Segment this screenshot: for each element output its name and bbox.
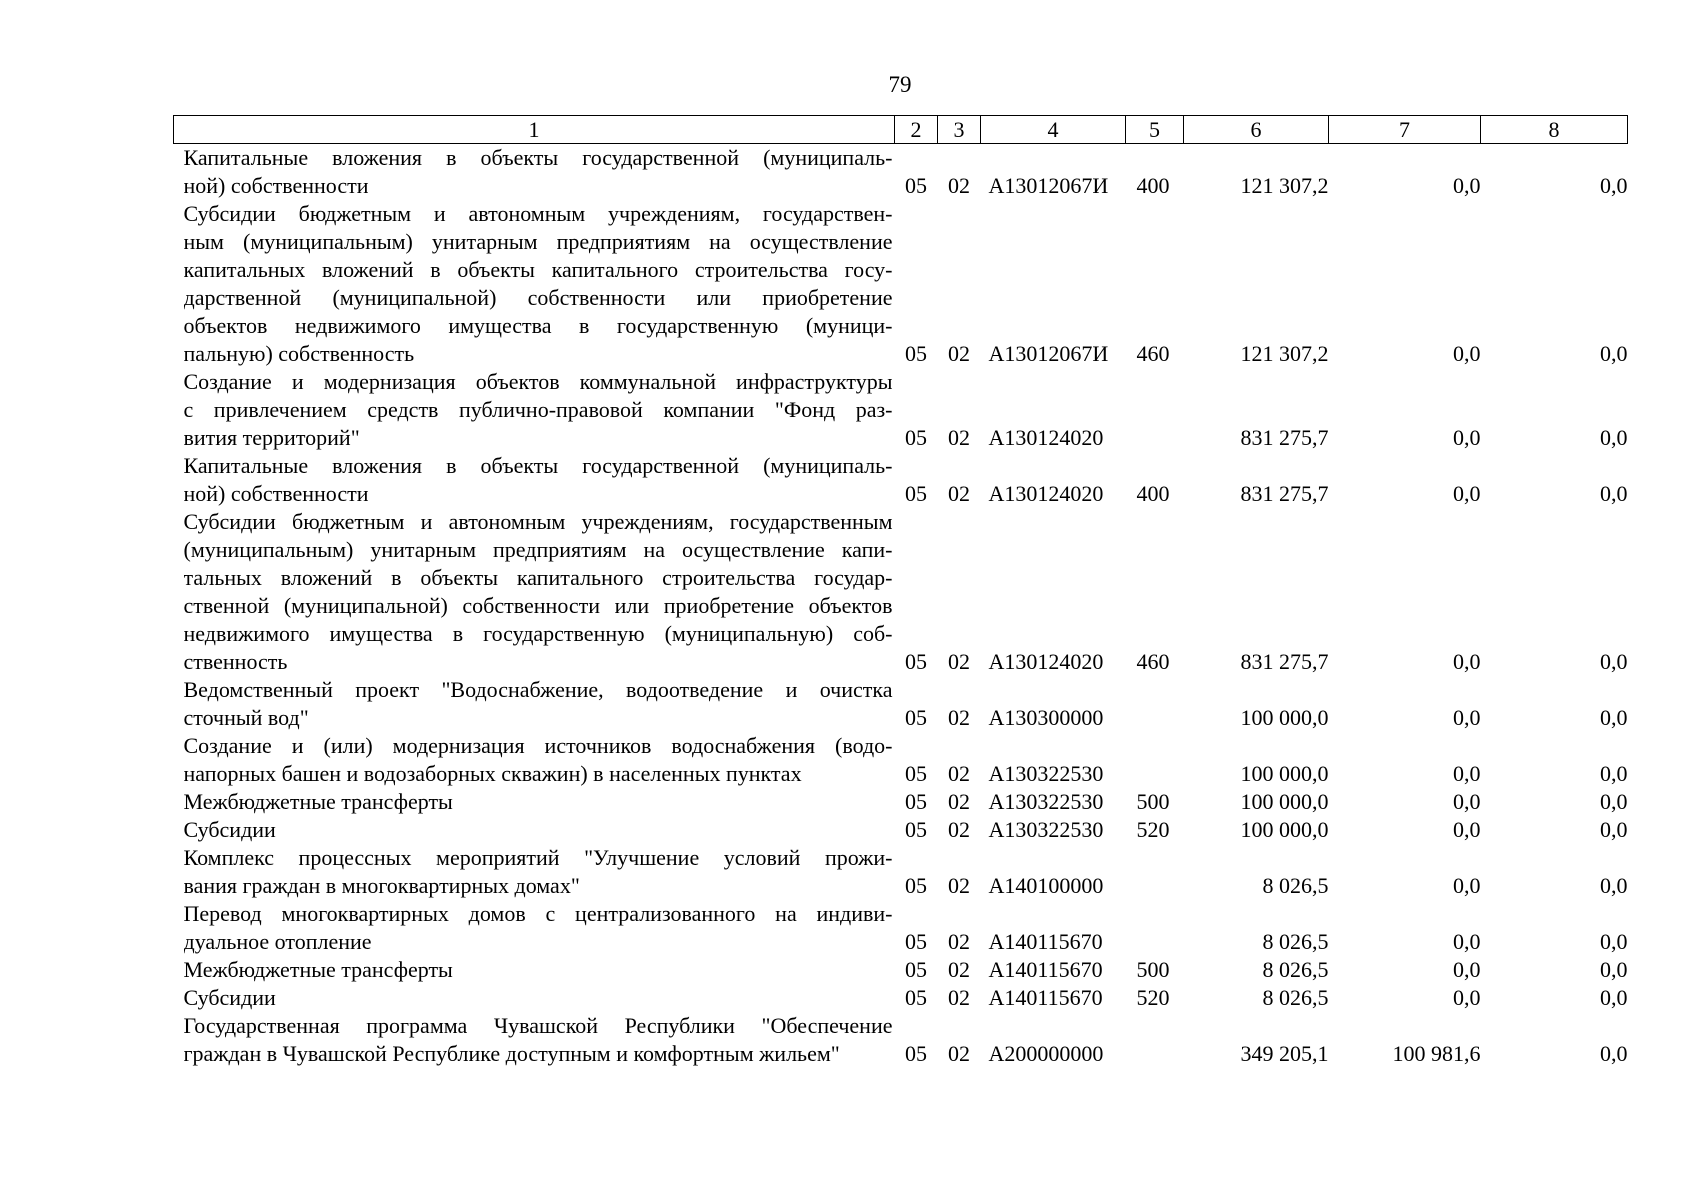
row-amount-year-3: 0,0 xyxy=(1600,817,1628,842)
description-line: объектов недвижимого имущества в государственную (муници- xyxy=(183,313,893,338)
row-description xyxy=(174,844,895,900)
row-section-code: 05 xyxy=(905,705,927,730)
description-line: ственность xyxy=(183,649,288,674)
row-section-code: 05 xyxy=(905,341,927,366)
description-line: пальную) собственность xyxy=(183,341,415,366)
row-section-code: 05 xyxy=(905,985,927,1010)
header-col-5: 5 xyxy=(1126,116,1184,144)
row-subsection-code: 02 xyxy=(948,173,970,198)
row-target-article: А13012067И xyxy=(988,173,1109,198)
description-line: граждан в Чувашской Республике доступным и комфортным жильем" xyxy=(183,1041,840,1066)
row-subsection-code: 02 xyxy=(948,341,970,366)
row-target-article: А13012067И xyxy=(988,341,1109,366)
row-target-article: А140100000 xyxy=(988,873,1104,898)
description-line: напорных башен и водозаборных скважин) в населенных пунктах xyxy=(183,761,802,786)
table-row xyxy=(174,788,1628,816)
description-line: с привлечением средств публично-правовой компании "Фонд раз- xyxy=(183,397,893,422)
row-expense-type: 520 xyxy=(1136,817,1170,842)
row-expense-type xyxy=(1126,368,1184,452)
description-line: ственной (муниципальной) собственности или приобретение объектов xyxy=(183,593,893,618)
row-amount-year-1: 831 275,7 xyxy=(1240,649,1329,674)
header-col-8: 8 xyxy=(1481,116,1628,144)
row-expense-type: 400 xyxy=(1136,481,1170,506)
row-amount-year-3: 0,0 xyxy=(1600,929,1628,954)
row-amount-year-2: 0,0 xyxy=(1453,817,1481,842)
table-row xyxy=(174,844,1628,900)
row-amount-year-2: 0,0 xyxy=(1453,957,1481,982)
description-line: Государственная программа Чувашской Республики "Обеспечение xyxy=(183,1013,893,1038)
row-target-article: А140115670 xyxy=(988,957,1103,982)
row-expense-type xyxy=(1126,900,1184,956)
row-description xyxy=(174,956,895,984)
row-amount-year-3: 0,0 xyxy=(1600,873,1628,898)
page-number: 79 xyxy=(888,72,912,97)
row-amount-year-1: 8 026,5 xyxy=(1262,873,1329,898)
row-amount-year-3: 0,0 xyxy=(1600,341,1628,366)
row-section-code: 05 xyxy=(905,425,927,450)
row-subsection-code: 02 xyxy=(948,873,970,898)
row-description xyxy=(174,452,895,508)
row-amount-year-1: 831 275,7 xyxy=(1240,481,1329,506)
table-body xyxy=(174,144,1628,1069)
description-line: капитальных вложений в объекты капитального строительства госу- xyxy=(183,257,893,282)
row-amount-year-1: 100 000,0 xyxy=(1240,705,1329,730)
description-line: Создание и (или) модернизация источников водоснабжения (водо- xyxy=(183,733,893,758)
row-amount-year-3: 0,0 xyxy=(1600,789,1628,814)
description-line: сточный вод" xyxy=(183,705,309,730)
description-line: Субсидии бюджетным и автономным учреждениям, государственным xyxy=(183,509,893,534)
row-target-article: А130124020 xyxy=(988,425,1104,450)
row-description xyxy=(174,368,895,452)
table-row xyxy=(174,956,1628,984)
row-amount-year-3: 0,0 xyxy=(1600,705,1628,730)
row-amount-year-2: 0,0 xyxy=(1453,789,1481,814)
row-amount-year-3: 0,0 xyxy=(1600,1041,1628,1066)
row-amount-year-3: 0,0 xyxy=(1600,649,1628,674)
row-subsection-code: 02 xyxy=(948,649,970,674)
row-description xyxy=(174,1012,895,1068)
row-expense-type xyxy=(1126,844,1184,900)
row-amount-year-2: 0,0 xyxy=(1453,649,1481,674)
row-amount-year-3: 0,0 xyxy=(1600,173,1628,198)
header-col-3: 3 xyxy=(938,116,981,144)
table-row xyxy=(174,676,1628,732)
row-amount-year-2: 0,0 xyxy=(1453,173,1481,198)
row-subsection-code: 02 xyxy=(948,705,970,730)
row-amount-year-3: 0,0 xyxy=(1600,761,1628,786)
row-target-article: А140115670 xyxy=(988,929,1103,954)
row-description xyxy=(174,200,895,368)
table-row xyxy=(174,200,1628,368)
row-description xyxy=(174,732,895,788)
row-target-article: А200000000 xyxy=(988,1041,1104,1066)
header-col-2: 2 xyxy=(895,116,938,144)
row-amount-year-1: 100 000,0 xyxy=(1240,789,1329,814)
row-subsection-code: 02 xyxy=(948,929,970,954)
table-row xyxy=(174,984,1628,1012)
row-amount-year-2: 0,0 xyxy=(1453,873,1481,898)
header-col-7: 7 xyxy=(1329,116,1481,144)
row-expense-type: 520 xyxy=(1136,985,1170,1010)
row-description xyxy=(174,144,895,201)
row-amount-year-2: 0,0 xyxy=(1453,481,1481,506)
description-line: Ведомственный проект "Водоснабжение, водоотведение и очистка xyxy=(183,677,893,702)
table-row xyxy=(174,452,1628,508)
row-target-article: А130322530 xyxy=(988,789,1104,814)
row-section-code: 05 xyxy=(905,873,927,898)
table-row xyxy=(174,368,1628,452)
row-target-article: А130300000 xyxy=(988,705,1104,730)
description-line: Комплекс процессных мероприятий "Улучшение условий прожи- xyxy=(183,845,893,870)
row-section-code: 05 xyxy=(905,481,927,506)
table-row xyxy=(174,508,1628,676)
description-line: вания граждан в многоквартирных домах" xyxy=(183,873,580,898)
row-target-article: А130124020 xyxy=(988,481,1104,506)
row-expense-type: 500 xyxy=(1136,957,1170,982)
row-description xyxy=(174,508,895,676)
description-line: Субсидии xyxy=(183,817,276,842)
description-line: Субсидии бюджетным и автономным учреждениям, государствен- xyxy=(183,201,893,226)
description-line: Капитальные вложения в объекты государственной (муниципаль- xyxy=(183,453,893,478)
row-amount-year-1: 831 275,7 xyxy=(1240,425,1329,450)
row-amount-year-1: 100 000,0 xyxy=(1240,817,1329,842)
description-line: дуальное отопление xyxy=(183,929,372,954)
row-expense-type xyxy=(1126,1012,1184,1068)
row-amount-year-2: 0,0 xyxy=(1453,341,1481,366)
row-target-article: А130322530 xyxy=(988,817,1104,842)
row-amount-year-3: 0,0 xyxy=(1600,481,1628,506)
row-amount-year-1: 121 307,2 xyxy=(1240,173,1329,198)
description-line: тальных вложений в объекты капитального строительства государ- xyxy=(183,565,893,590)
description-line: ной) собственности xyxy=(183,481,369,506)
row-amount-year-2: 0,0 xyxy=(1453,705,1481,730)
row-expense-type: 460 xyxy=(1136,341,1170,366)
row-description xyxy=(174,788,895,816)
row-expense-type xyxy=(1126,676,1184,732)
row-amount-year-2: 0,0 xyxy=(1453,985,1481,1010)
row-target-article: А140115670 xyxy=(988,985,1103,1010)
row-description xyxy=(174,984,895,1012)
description-line: Субсидии xyxy=(183,985,276,1010)
row-amount-year-1: 8 026,5 xyxy=(1262,957,1329,982)
description-line: ным (муниципальным) унитарным предприятиям на осуществление xyxy=(183,229,893,254)
row-amount-year-3: 0,0 xyxy=(1600,957,1628,982)
description-line: (муниципальным) унитарным предприятиям на осуществление капи- xyxy=(183,537,893,562)
header-col-4: 4 xyxy=(981,116,1126,144)
description-line: Капитальные вложения в объекты государственной (муниципаль- xyxy=(183,145,893,170)
budget-table xyxy=(173,115,1628,1068)
row-expense-type: 500 xyxy=(1136,789,1170,814)
row-amount-year-2: 0,0 xyxy=(1453,929,1481,954)
header-col-1: 1 xyxy=(174,116,895,144)
row-amount-year-1: 121 307,2 xyxy=(1240,341,1329,366)
description-line: ной) собственности xyxy=(183,173,369,198)
row-description xyxy=(174,900,895,956)
row-subsection-code: 02 xyxy=(948,789,970,814)
row-section-code: 05 xyxy=(905,929,927,954)
table-row xyxy=(174,1012,1628,1068)
description-line: вития территорий" xyxy=(183,425,360,450)
row-amount-year-1: 100 000,0 xyxy=(1240,761,1329,786)
row-section-code: 05 xyxy=(905,761,927,786)
row-target-article: А130124020 xyxy=(988,649,1104,674)
row-expense-type xyxy=(1126,732,1184,788)
row-section-code: 05 xyxy=(905,957,927,982)
row-description xyxy=(174,676,895,732)
row-subsection-code: 02 xyxy=(948,985,970,1010)
description-line: Создание и модернизация объектов коммунальной инфраструктуры xyxy=(183,369,893,394)
table-header xyxy=(174,116,1628,144)
row-subsection-code: 02 xyxy=(948,1041,970,1066)
row-amount-year-2: 100 981,6 xyxy=(1392,1041,1481,1066)
row-expense-type: 460 xyxy=(1136,649,1170,674)
table-row xyxy=(174,732,1628,788)
row-target-article: А130322530 xyxy=(988,761,1104,786)
description-line: Межбюджетные трансферты xyxy=(183,957,453,982)
header-row xyxy=(174,116,1628,144)
row-section-code: 05 xyxy=(905,817,927,842)
row-description xyxy=(174,816,895,844)
row-amount-year-2: 0,0 xyxy=(1453,761,1481,786)
row-subsection-code: 02 xyxy=(948,817,970,842)
description-line: Перевод многоквартирных домов с централизованного на индиви- xyxy=(183,901,893,926)
row-section-code: 05 xyxy=(905,173,927,198)
table-row xyxy=(174,900,1628,956)
row-section-code: 05 xyxy=(905,649,927,674)
description-line: Межбюджетные трансферты xyxy=(183,789,453,814)
row-amount-year-3: 0,0 xyxy=(1600,985,1628,1010)
table-row xyxy=(174,144,1628,201)
row-subsection-code: 02 xyxy=(948,481,970,506)
row-expense-type: 400 xyxy=(1136,173,1170,198)
row-amount-year-1: 8 026,5 xyxy=(1262,929,1329,954)
row-amount-year-3: 0,0 xyxy=(1600,425,1628,450)
row-section-code: 05 xyxy=(905,1041,927,1066)
row-subsection-code: 02 xyxy=(948,957,970,982)
table-row xyxy=(174,816,1628,844)
description-line: дарственной (муниципальной) собственности или приобретение xyxy=(183,285,893,310)
row-amount-year-1: 8 026,5 xyxy=(1262,985,1329,1010)
header-col-6: 6 xyxy=(1184,116,1329,144)
row-amount-year-1: 349 205,1 xyxy=(1240,1041,1329,1066)
row-amount-year-2: 0,0 xyxy=(1453,425,1481,450)
row-section-code: 05 xyxy=(905,789,927,814)
row-subsection-code: 02 xyxy=(948,761,970,786)
description-line: недвижимого имущества в государственную (муниципальную) соб- xyxy=(183,621,893,646)
row-subsection-code: 02 xyxy=(948,425,970,450)
